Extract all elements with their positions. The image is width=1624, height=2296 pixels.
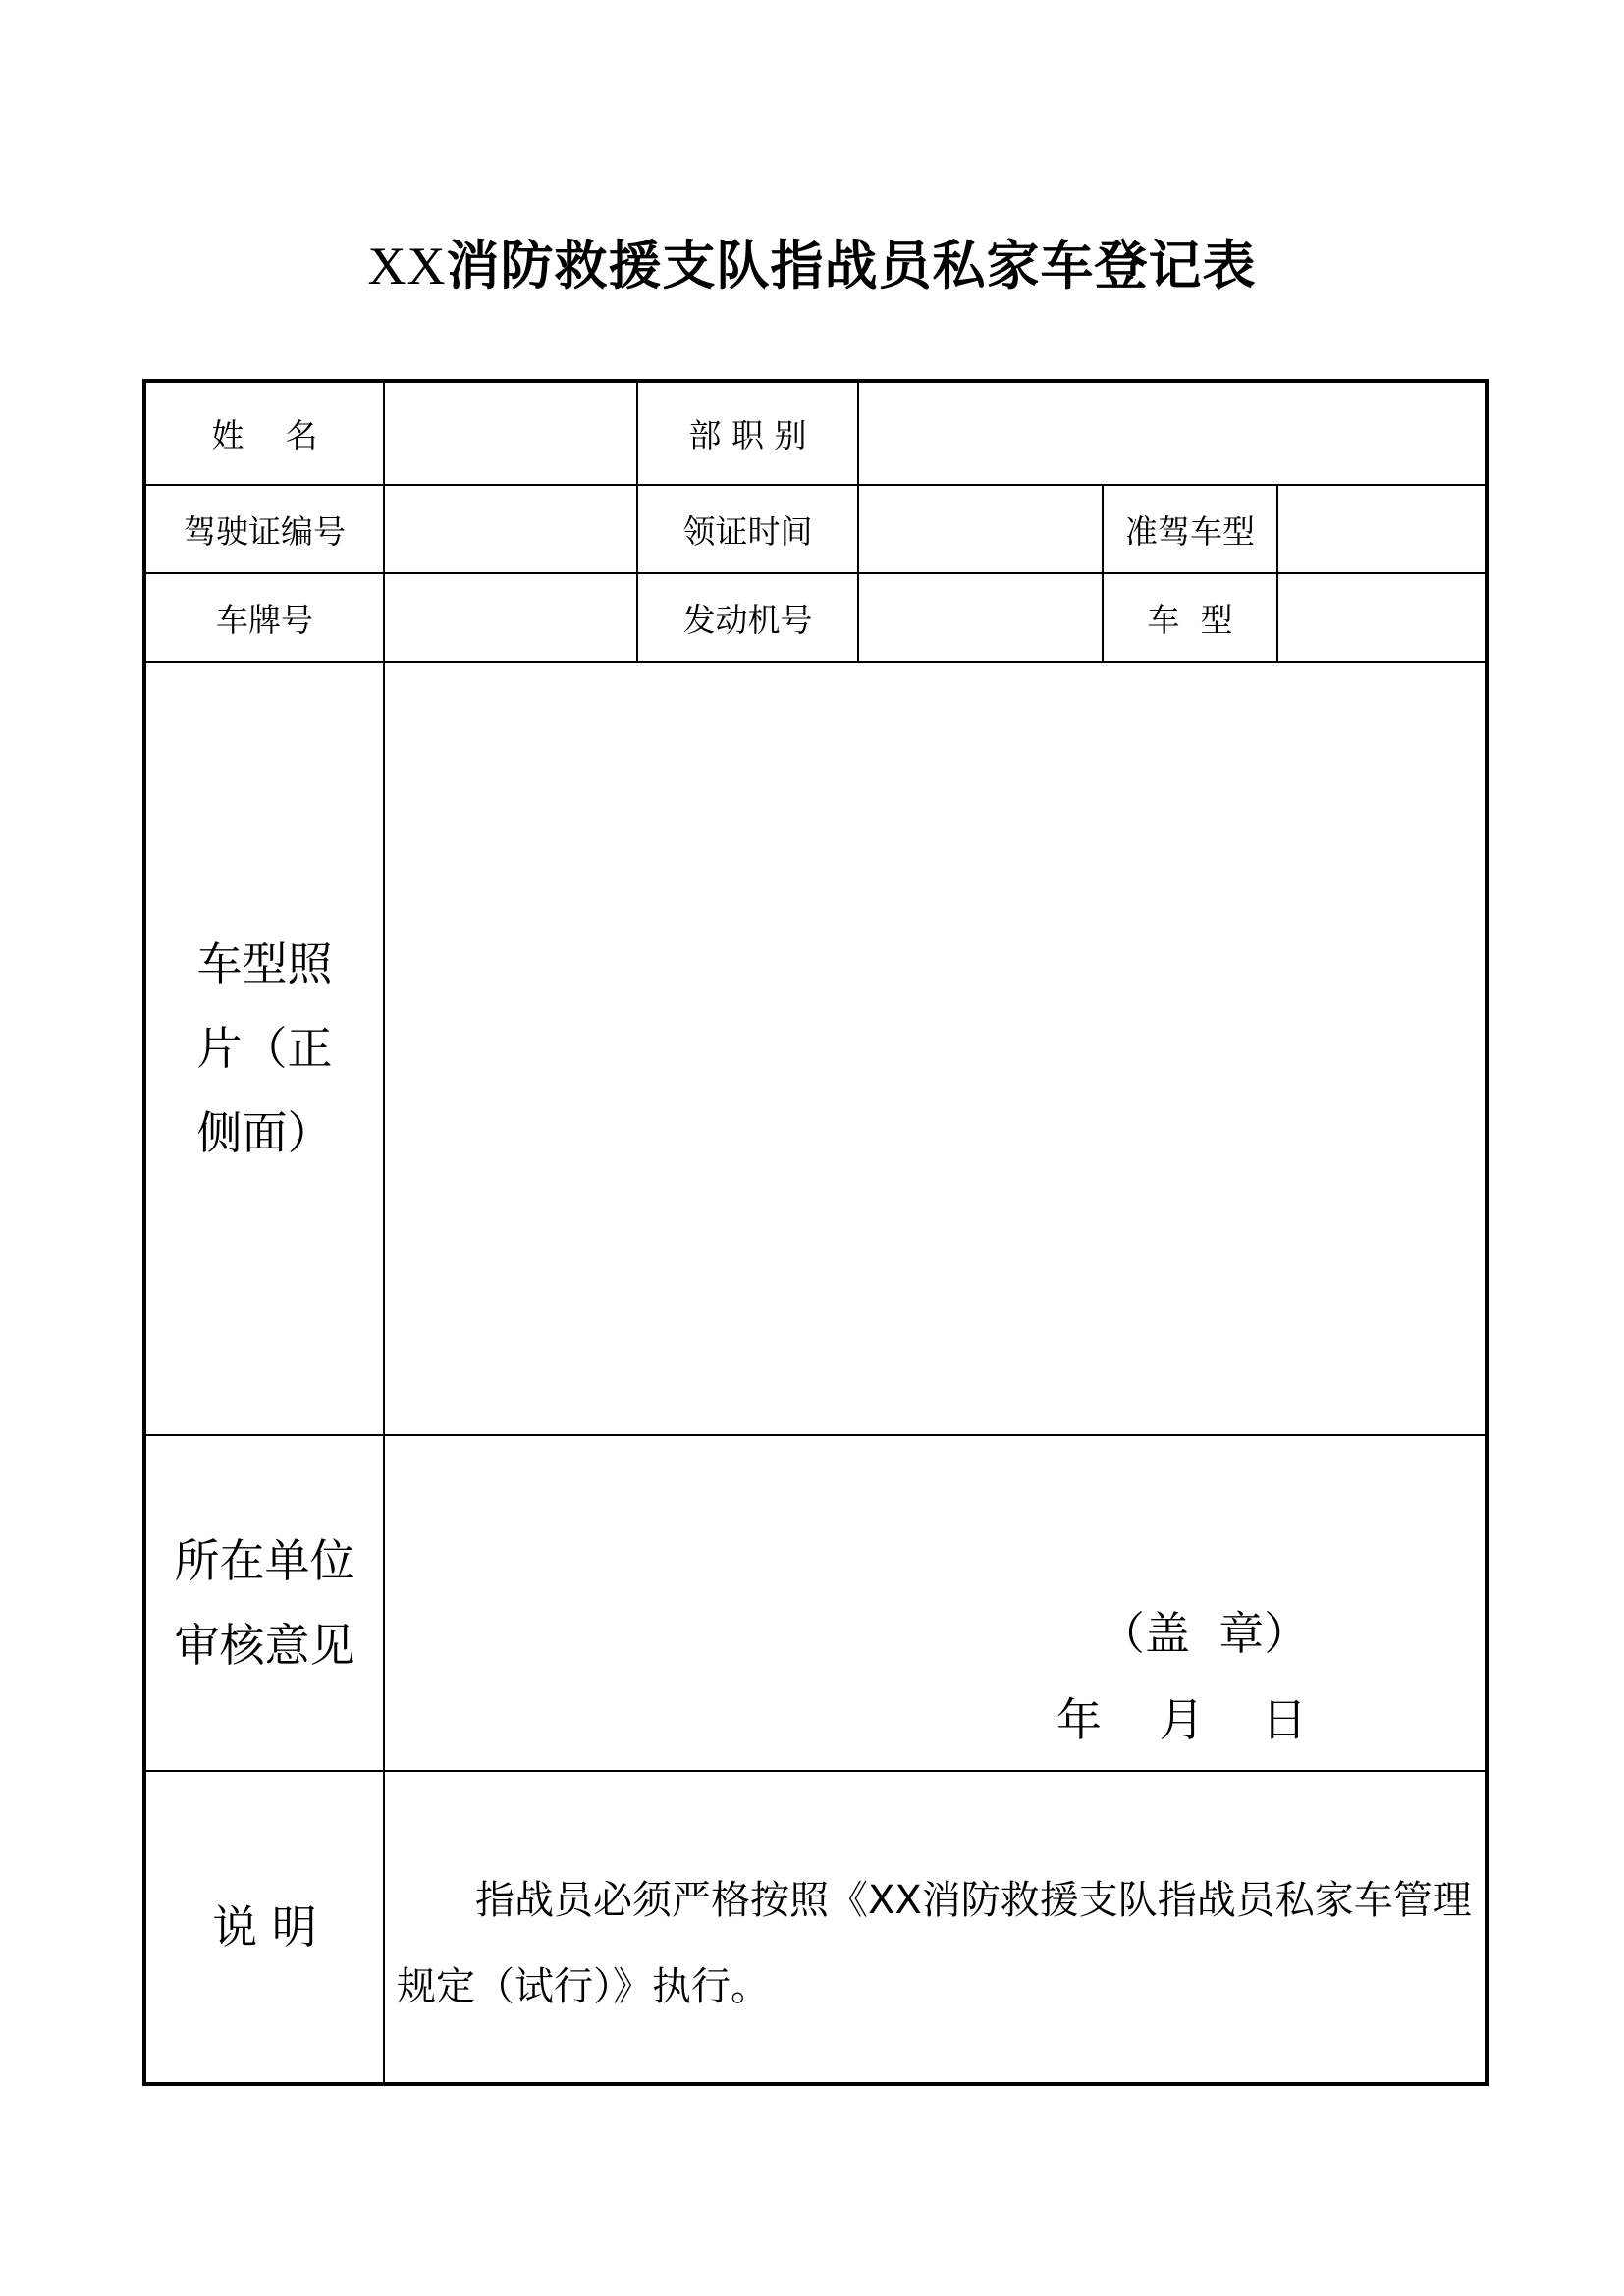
review-area[interactable] xyxy=(385,1436,1485,1770)
name-value[interactable] xyxy=(385,383,636,484)
dept-value[interactable] xyxy=(859,383,1485,484)
vehicle-class-value[interactable] xyxy=(1278,486,1485,572)
license-number-value[interactable] xyxy=(385,486,636,572)
issue-date-value[interactable] xyxy=(859,486,1102,572)
title-main: 消防救援支队指战员私家车登记表 xyxy=(446,235,1257,296)
page-title xyxy=(0,224,1624,299)
plate-label: 车牌号 xyxy=(216,600,313,639)
dept-label: 部 职 别 xyxy=(688,416,807,454)
notes-label: 说 明 xyxy=(212,1900,317,1953)
issue-date-label: 领证时间 xyxy=(682,511,813,551)
stamp-text: （盖 章） xyxy=(1100,1607,1310,1660)
plate-value[interactable] xyxy=(385,574,636,661)
engine-label: 发动机号 xyxy=(682,600,813,639)
photo-label: 车型照片（正侧面） xyxy=(196,937,333,1159)
model-value[interactable] xyxy=(1278,574,1485,661)
photo-area[interactable] xyxy=(385,663,1485,1434)
notes-text: 指战员必须严格按照《XX消防救援支队指战员私家车管理规定（试行）》执行。 xyxy=(397,1878,1472,2009)
date-text: 年 月 日 xyxy=(1056,1693,1307,1746)
engine-value[interactable] xyxy=(859,574,1102,661)
model-label: 车 型 xyxy=(1147,600,1233,639)
license-number-label: 驾驶证编号 xyxy=(184,511,346,551)
review-label: 所在单位审核意见 xyxy=(174,1534,355,1672)
name-label: 姓 名 xyxy=(211,416,318,454)
title-prefix: XX xyxy=(367,237,447,295)
vehicle-class-label: 准驾车型 xyxy=(1125,511,1255,551)
